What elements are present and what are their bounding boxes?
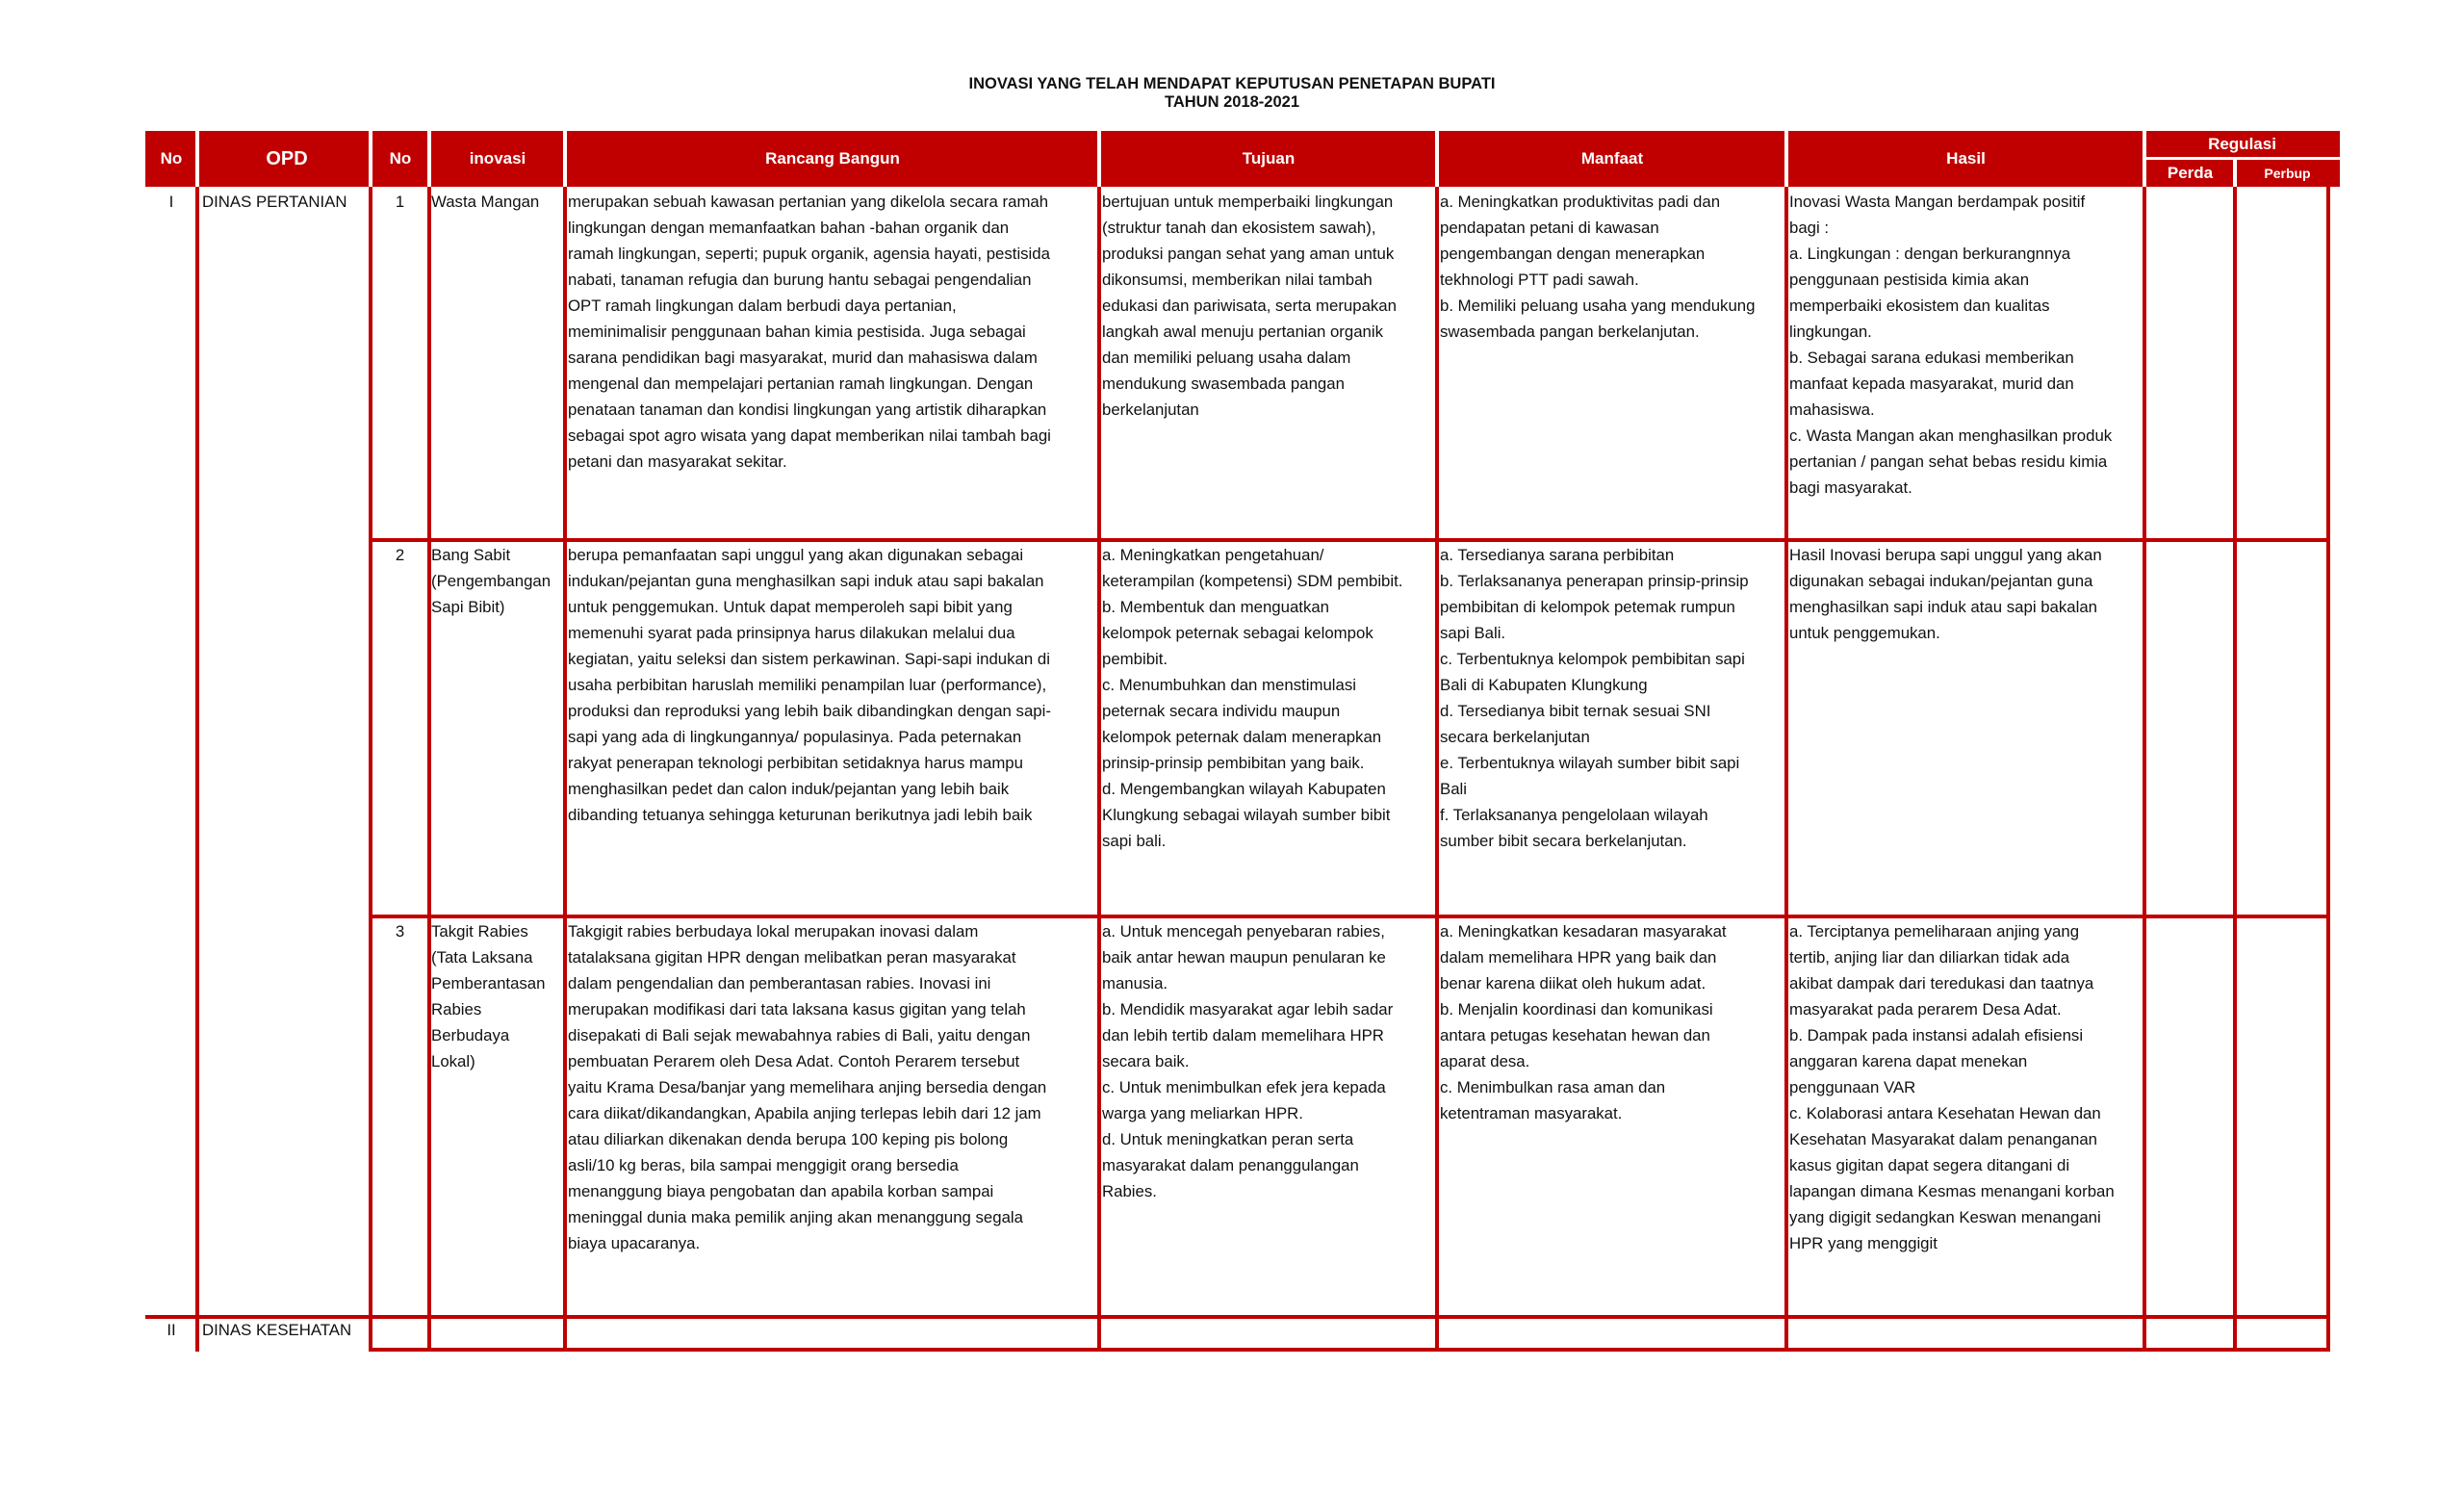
header-regulasi: Regulasi <box>2144 131 2340 158</box>
row-rancang-bangun: merupakan sebuah kawasan pertanian yang dikelola secara ramah lingkungan dengan memanfaatkan bahan -bahan organik dan ramah lingkungan, seperti; pupuk organik, agensia hayati, pestisida nabati, tanaman refugia dan burung hantu sebagai pengendalian OPT ramah lingkungan dalam berbudi daya pertanian, meminimalisir penggunaan bahan kimia pestisida. Juga sebagai sarana pendidikan bagi masyarakat, murid dan mahasiswa dalam mengenal dan mempelajari pertanian ramah lingkungan. Dengan penataan tanaman dan kondisi lingkungan yang artistik diharapkan sebagai spot agro wisata yang dapat memberikan nilai tambah bagi petani dan masyarakat sekitar. <box>568 193 1051 471</box>
header-manfaat: Manfaat <box>1437 131 1787 187</box>
header-no2: No <box>371 131 430 187</box>
document-title: INOVASI YANG TELAH MENDAPAT KEPUTUSAN PENETAPAN BUPATI <box>968 75 1496 92</box>
header-no: No <box>145 131 197 187</box>
row-inovasi: Wasta Mangan <box>431 193 540 211</box>
row-hasil: a. Terciptanya pemeliharaan anjing yang tertib, anjing liar dan diliarkan tidak ada akibat dampak dari teredukasi dan taatnya masyarakat pada perarem Desa Adat. b. Dampak pada instansi adalah efisiensi anggaran karena dapat menekan penggunaan VAR c. Kolaborasi antara Kesehatan Hewan dan Kesehatan Masyarakat dalam penanganan kasus gigitan dapat segera ditangani di lapangan dimana Kesmas menangani korban yang digigit sedangkan Keswan menangani HPR yang menggigit <box>1789 922 2115 1252</box>
row-manfaat: a. Meningkatkan produktivitas padi dan pendapatan petani di kawasan pengembangan dengan menerapkan tekhnologi PTT padi sawah. b. Memiliki peluang usaha yang mendukung swasembada pangan berkelanjutan. <box>1440 193 1756 341</box>
row-rancang-bangun: Takgigit rabies berbudaya lokal merupakan inovasi dalam tatalaksana gigitan HPR dengan melibatkan peran masyarakat dalam pengendalian dan pemberantasan rabies. Inovasi ini merupakan modifikasi dari tata laksana kasus gigitan yang telah disepakati di Bali sejak mewabahnya rabies di Bali, yaitu dengan pembuatan Perarem oleh Desa Adat. Contoh Perarem tersebut yaitu Krama Desa/banjar yang memelihara anjing bersedia dengan cara diikat/dikandangkan, Apabila anjing terlepas lebih dari 12 jam atau diliarkan dikenakan denda berupa 100 keping pis bolong asli/10 kg beras, bila sampai menggigit orang bersedia menanggung biaya pengobatan dan apabila korban sampai meninggal dunia maka pemilik anjing akan menanggung segala biaya upacaranya. <box>568 922 1047 1252</box>
opd-group-no: II <box>167 1321 176 1339</box>
row-hasil: Inovasi Wasta Mangan berdampak positif bagi : a. Lingkungan : dengan berkurangnnya penggunaan pestisida kimia akan memperbaiki ekosistem dan kualitas lingkungan. b. Sebagai sarana edukasi memberikan manfaat kepada masyarakat, murid dan mahasiswa. c. Wasta Mangan akan menghasilkan produk pertanian / pangan sehat bebas residu kimia bagi masyarakat. <box>1789 193 2113 497</box>
opd-group-name: DINAS PERTANIAN <box>202 193 347 211</box>
grid-line <box>1784 187 1788 1352</box>
row-no: 2 <box>395 546 405 564</box>
header-divider <box>427 131 431 187</box>
header-inovasi: inovasi <box>429 131 566 187</box>
row-hasil: Hasil Inovasi berupa sapi unggul yang akan digunakan sebagai indukan/pejantan guna menghasilkan sapi induk atau sapi bakalan untuk penggemukan. <box>1789 546 2102 642</box>
header-divider <box>2144 157 2340 160</box>
row-manfaat: a. Tersedianya sarana perbibitan b. Terlaksananya penerapan prinsip-prinsip pembibitan di kelompok petemak rumpun sapi Bali. c. Terbentuknya kelompok pembibitan sapi Bali di Kabupaten Klungkung d. Tersedianya bibit ternak sesuai SNI secara berkelanjutan e. Terbentuknya wilayah sumber bibit sapi Bali f. Terlaksananya pengelolaan wilayah sumber bibit secara berkelanjutan. <box>1440 546 1749 850</box>
header-hasil: Hasil <box>1786 131 2145 187</box>
header-divider <box>563 131 567 187</box>
grid-line <box>1435 187 1439 1352</box>
header-perda: Perda <box>2144 160 2236 187</box>
grid-line <box>2326 187 2330 1352</box>
row-inovasi: Bang Sabit (Pengembangan Sapi Bibit) <box>431 546 552 616</box>
row-inovasi: Takgit Rabies (Tata Laksana Pemberantasan Rabies Berbudaya Lokal) <box>431 922 546 1070</box>
row-rancang-bangun: berupa pemanfaatan sapi unggul yang akan digunakan sebagai indukan/pejantan guna menghasilkan sapi induk atau sapi bakalan untuk penggemukan. Untuk dapat memperoleh sapi bibit yang memenuhi syarat pada prinsipnya harus dilakukan melalui dua kegiatan, yaitu seleksi dan sistem perkawinan. Sapi-sapi indukan di usaha perbibitan haruslah memiliki penampilan luar (performance), produksi dan reproduksi yang lebih baik dibandingkan dengan sapi- sapi yang ada di lingkungannya/ populasinya. Pada peternakan rakyat penerapan teknologi perbibitan setidaknya harus mampu menghasilkan pedet dan calon induk/pejantan yang lebih baik dibanding tetuanya sehingga keturunan berikutnya jadi lebih baik <box>568 546 1051 824</box>
grid-line <box>2233 187 2237 1352</box>
grid-line <box>1097 187 1101 1352</box>
header-divider <box>369 131 372 187</box>
grid-line <box>369 187 372 1352</box>
row-manfaat: a. Meningkatkan kesadaran masyarakat dalam memelihara HPR yang baik dan benar karena diikat oleh hukum adat. b. Menjalin koordinasi dan komunikasi antara petugas kesehatan hewan dan aparat desa. c. Menimbulkan rasa aman dan ketentraman masyarakat. <box>1440 922 1727 1122</box>
row-tujuan: bertujuan untuk memperbaiki lingkungan (struktur tanah dan ekosistem sawah), produksi pangan sehat yang aman untuk dikonsumsi, memberikan nilai tambah edukasi dan pariwisata, serta merupakan langkah awal menuju pertanian organik dan memiliki peluang usaha dalam mendukung swasembada pangan berkelanjutan <box>1102 193 1397 419</box>
header-perbup: Perbup <box>2235 160 2340 187</box>
grid-line <box>145 1315 2330 1319</box>
document-subtitle: TAHUN 2018-2021 <box>1164 93 1299 111</box>
header-divider <box>2233 160 2237 187</box>
header-divider <box>1435 131 1439 187</box>
header-divider <box>1784 131 1788 187</box>
row-no: 3 <box>395 922 405 941</box>
grid-line <box>195 187 199 1352</box>
header-divider <box>195 131 199 187</box>
opd-group-name: DINAS KESEHATAN <box>202 1321 352 1339</box>
header-rancang-bangun: Rancang Bangun <box>565 131 1100 187</box>
header-opd: OPD <box>198 131 375 187</box>
grid-line <box>369 1348 2330 1352</box>
row-tujuan: a. Untuk mencegah penyebaran rabies, baik antar hewan maupun penularan ke manusia. b. Mendidik masyarakat agar lebih sadar dan lebih tertib dalam memelihara HPR secara baik. c. Untuk menimbulkan efek jera kepada warga yang meliarkan HPR. d. Untuk meningkatkan peran serta masyarakat dalam penanggulangan Rabies. <box>1102 922 1394 1200</box>
row-no: 1 <box>395 193 405 211</box>
opd-group-no: I <box>168 193 174 211</box>
row-tujuan: a. Meningkatkan pengetahuan/ keterampilan (kompetensi) SDM pembibit. b. Membentuk dan menguatkan kelompok peternak sebagai kelompok pembibit. c. Menumbuhkan dan menstimulasi peternak secara individu maupun kelompok peternak dalam menerapkan prinsip-prinsip pembibitan yang baik. d. Mengembangkan wilayah Kabupaten Klungkung sebagai wilayah sumber bibit sapi bali. <box>1102 546 1403 850</box>
header-tujuan: Tujuan <box>1099 131 1438 187</box>
grid-line <box>427 187 431 1352</box>
grid-line <box>563 187 567 1352</box>
header-divider <box>1097 131 1101 187</box>
